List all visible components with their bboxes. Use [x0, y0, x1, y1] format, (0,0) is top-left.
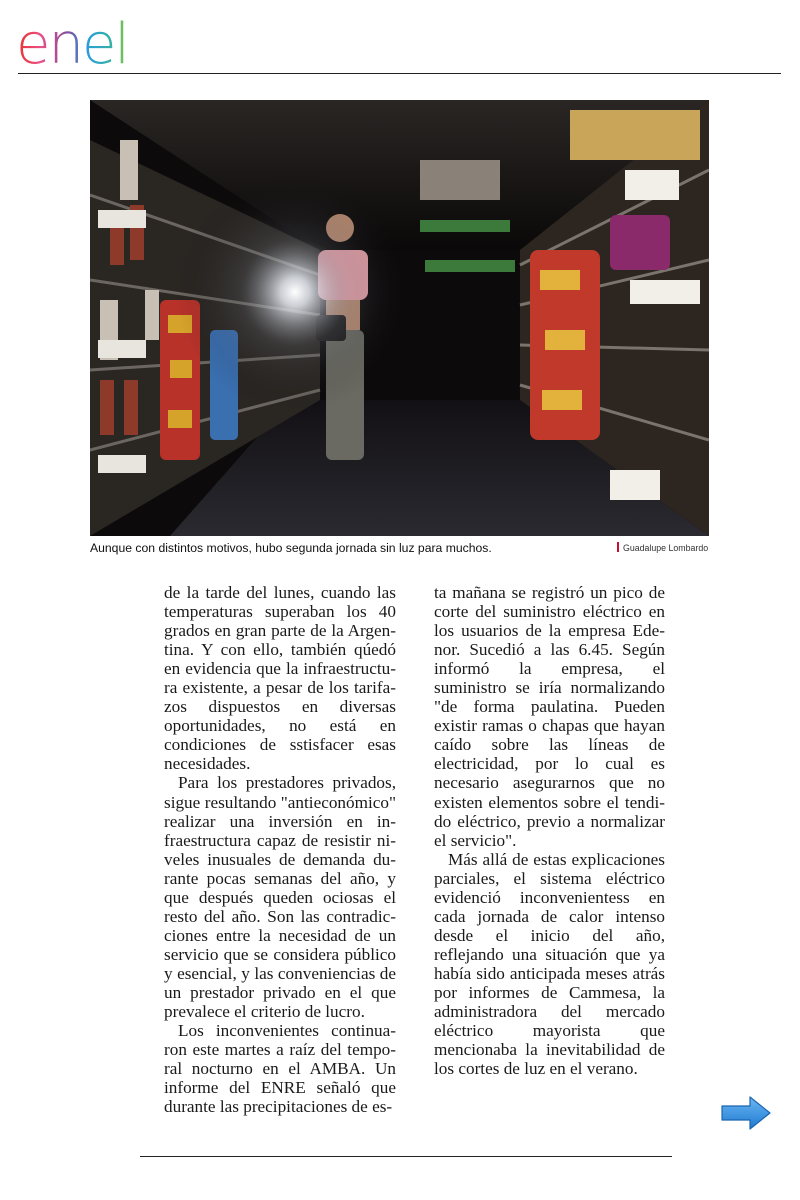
credit-accent-bar	[617, 542, 619, 552]
photo-credit	[617, 542, 708, 553]
paragraph: Más allá de estas explicaciones parciales, el sistema eléctrico evidenció inconvenientess en cada jornada de calor intenso desde el inicio del año, reflejando una situación que ya había sido anticipada meses atrás por informes de Cammesa, la administradora del mercado eléctrico mayorista que mencionaba la inevitabilidad de los cortes de luz en el verano.	[434, 849, 665, 1079]
supermarket-aisle-photo-icon	[90, 100, 709, 536]
paragraph: Para los prestadores privados, sigue resultando "antieconómico" realizar una inversión en infraestructura capaz de resistir niveles inusuales de demanda durante pocas semanas del año, y que después queden ociosas el resto del año. Son las contradicciones entre la necesidad de un servicio que se considera público y esencial, y las conveniencias de un prestador privado en el que prevalece el criterio de lucro.	[164, 773, 396, 1022]
enel-logo-icon	[16, 8, 176, 70]
header-divider	[18, 73, 781, 74]
paragraph: ta mañana se registró un pico de corte del suministro eléctrico en los usuarios de la empresa Edenor. Sucedió a las 6.45. Según informó la empresa, el suministro se iría normalizando "de forma paulatina. Pueden existir ramas o chapas que hayan caído sobre las líneas de electricidad, por lo cual es necesario asegurarnos que no existen elementos sobre el tendido eléctrico, previo a normalizar el servicio".	[434, 583, 665, 850]
enel-logo	[16, 8, 176, 70]
article-column-right	[434, 583, 665, 1078]
article-column-left	[164, 583, 396, 1116]
credit-text: Guadalupe Lombardo	[623, 543, 709, 553]
footer-divider	[140, 1156, 672, 1157]
photo-caption: Aunque con distintos motivos, hubo segunda jornada sin luz para muchos.	[90, 541, 492, 555]
arrow-right-icon	[720, 1096, 772, 1130]
paragraph: Los inconvenientes continuaron este martes a raíz del temporal nocturno en el AMBA. Un informe del ENRE señaló que durante las precipitaciones de es-	[164, 1021, 396, 1117]
paragraph: de la tarde del lunes, cuando las temperaturas superaban los 40 grados en gran parte de la Argentina. Y con ello, también qúedó en evidencia que la infraestructura existente, a pesar de los tarifazos dispuestos en diversas oportunidades, no está en condiciones de sstisfacer esas necesidades.	[164, 583, 396, 774]
article-photo	[90, 100, 709, 536]
next-page-button[interactable]	[720, 1096, 772, 1130]
logo-text: enel	[16, 12, 128, 70]
